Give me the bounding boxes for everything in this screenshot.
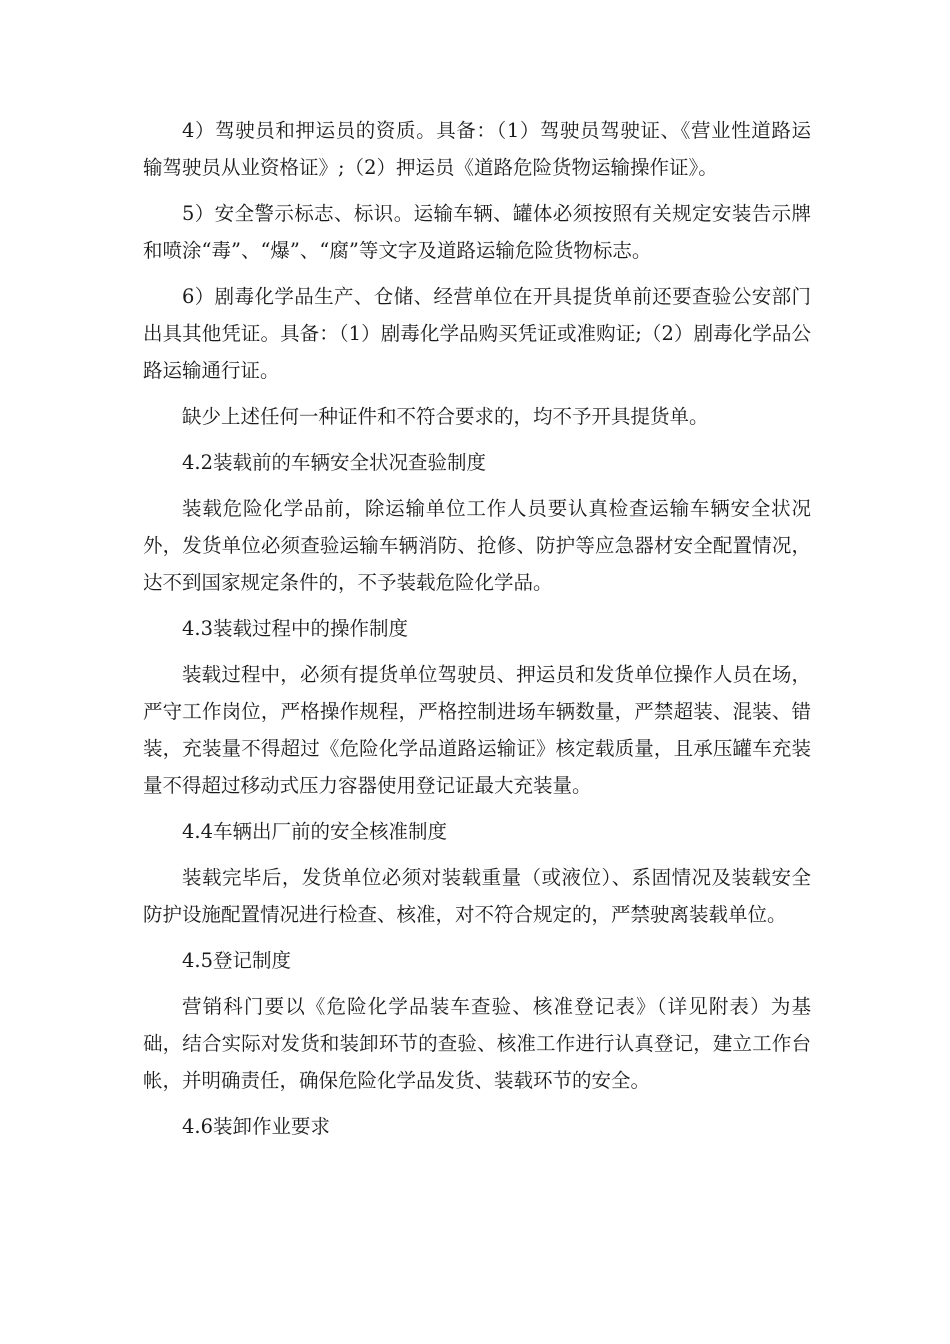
para-4-4-body: 装载完毕后，发货单位必须对装载重量（或液位）、系固情况及装载安全防护设施配置情况进行检查、核准，对不符合规定的，严禁驶离装载单位。 <box>143 866 811 926</box>
para-missing-documents: 缺少上述任何一种证件和不符合要求的，均不予开具提货单。 <box>182 405 709 428</box>
heading-4-3: 4.3装载过程中的操作制度 <box>182 617 409 640</box>
heading-4-5: 4.5登记制度 <box>182 949 292 972</box>
para-4-5-body: 营销科门要以《危险化学品装车查验、核准登记表》（详见附表）为基础，结合实际对发货和装卸环节的查验、核准工作进行认真登记，建立工作台帐，并明确责任，确保危险化学品发货、装载环节的安全。 <box>143 995 811 1092</box>
heading-4-4: 4.4车辆出厂前的安全核准制度 <box>182 820 448 843</box>
para-item-6: 6）剧毒化学品生产、仓储、经营单位在开具提货单前还要查验公安部门出具其他凭证。具备：（1）剧毒化学品购买凭证或准购证;（2）剧毒化学品公路运输通行证。 <box>143 285 811 382</box>
heading-4-6: 4.6装卸作业要求 <box>182 1115 331 1138</box>
para-4-3-body: 装载过程中，必须有提货单位驾驶员、押运员和发货单位操作人员在场，严守工作岗位，严格操作规程，严格控制进场车辆数量，严禁超装、混装、错装，充装量不得超过《危险化学品道路运输证》核定载质量，且承压罐车充装量不得超过移动式压力容器使用登记证最大充装量。 <box>143 663 811 797</box>
para-item-4: 4）驾驶员和押运员的资质。具备：（1）驾驶员驾驶证、《营业性道路运输驾驶员从业资格证》;（2）押运员《道路危险货物运输操作证》。 <box>143 119 811 179</box>
para-item-5: 5）安全警示标志、标识。运输车辆、罐体必须按照有关规定安装告示牌和喷涂“毒”、“爆”、“腐”等文字及道路运输危险货物标志。 <box>143 202 811 262</box>
document-body <box>143 112 811 1154</box>
heading-4-2: 4.2装载前的车辆安全状况查验制度 <box>182 451 487 474</box>
para-4-2-body: 装载危险化学品前，除运输单位工作人员要认真检查运输车辆安全状况外，发货单位必须查验运输车辆消防、抢修、防护等应急器材安全配置情况，达不到国家规定条件的，不予装载危险化学品。 <box>143 497 811 594</box>
